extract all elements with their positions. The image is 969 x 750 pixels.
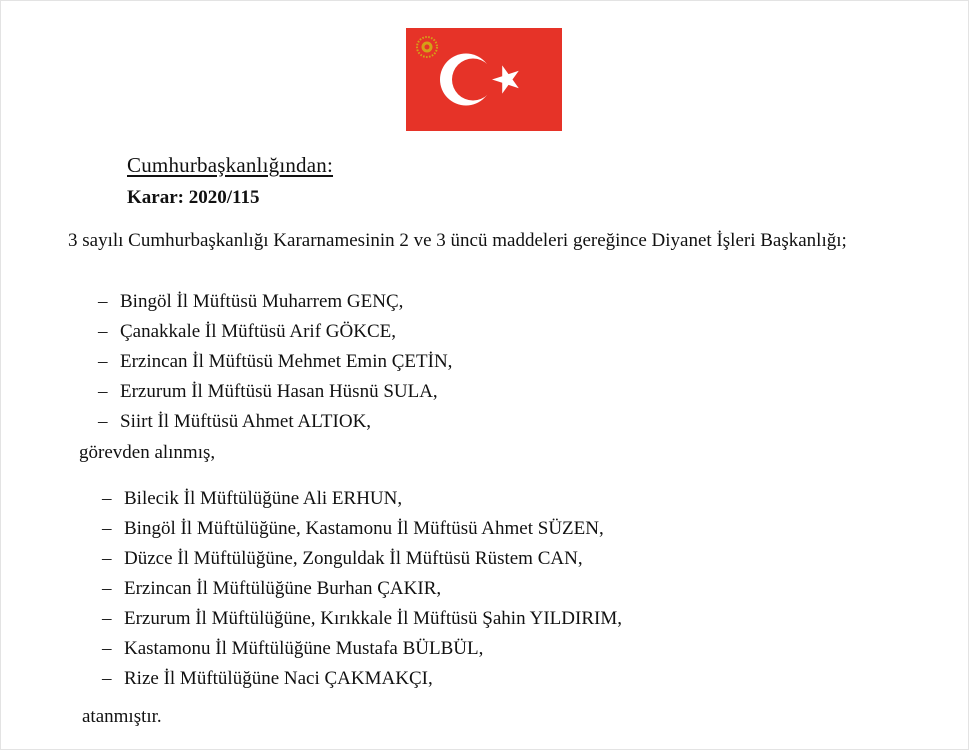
list-dash: – [102, 578, 112, 599]
list-item [102, 544, 622, 574]
list-item-text: Erzincan İl Müftüsü Mehmet Emin ÇETİN, [120, 351, 453, 372]
list-dash: – [102, 608, 112, 629]
list-dash: – [98, 321, 108, 342]
list-item-text: Bilecik İl Müftülüğüne Ali ERHUN, [124, 488, 403, 509]
turkish-flag-icon [406, 28, 562, 131]
list-item-text: Rize İl Müftülüğüne Naci ÇAKMAKÇI, [124, 668, 433, 689]
list-item [102, 604, 622, 634]
list-dash: – [102, 548, 112, 569]
removed-closing: görevden alınmış, [79, 442, 216, 463]
list-dash: – [102, 488, 112, 509]
list-item-text: Düzce İl Müftülüğüne, Zonguldak İl Müftüsü Rüstem CAN, [124, 548, 583, 569]
list-item-text: Siirt İl Müftüsü Ahmet ALTIOK, [120, 411, 372, 432]
list-item-text: Bingöl İl Müftülüğüne, Kastamonu İl Müftüsü Ahmet SÜZEN, [124, 518, 604, 539]
list-dash: – [98, 291, 108, 312]
list-item-text: Bingöl İl Müftüsü Muharrem GENÇ, [120, 291, 404, 312]
list-item-text: Erzurum İl Müftüsü Hasan Hüsnü SULA, [120, 381, 438, 402]
list-item [102, 514, 622, 544]
list-item [102, 574, 622, 604]
removed-officials-list [98, 287, 452, 437]
issuer-heading: Cumhurbaşkanlığından: [127, 153, 334, 177]
list-item [98, 287, 452, 317]
list-dash: – [98, 381, 108, 402]
list-dash: – [102, 638, 112, 659]
list-dash: – [102, 668, 112, 689]
decision-number: Karar: 2020/115 [127, 187, 260, 208]
list-item [98, 317, 452, 347]
list-item [102, 634, 622, 664]
list-item-text: Çanakkale İl Müftüsü Arif GÖKCE, [120, 321, 396, 342]
list-item [98, 347, 452, 377]
list-dash: – [102, 518, 112, 539]
list-item-text: Erzurum İl Müftülüğüne, Kırıkkale İl Müftüsü Şahin YILDIRIM, [124, 608, 622, 629]
list-item [102, 484, 622, 514]
appointed-closing: atanmıştır. [82, 706, 162, 727]
list-dash: – [98, 351, 108, 372]
list-item [98, 407, 452, 437]
list-item [98, 377, 452, 407]
appointed-officials-list [102, 484, 622, 694]
list-item-text: Erzincan İl Müftülüğüne Burhan ÇAKIR, [124, 578, 442, 599]
list-item-text: Kastamonu İl Müftülüğüne Mustafa BÜLBÜL, [124, 638, 484, 659]
list-item [102, 664, 622, 694]
intro-paragraph: 3 sayılı Cumhurbaşkanlığı Kararnamesinin 2 ve 3 üncü maddeleri gereğince Diyanet İşleri Başkanlığı; [68, 230, 847, 251]
list-dash: – [98, 411, 108, 432]
